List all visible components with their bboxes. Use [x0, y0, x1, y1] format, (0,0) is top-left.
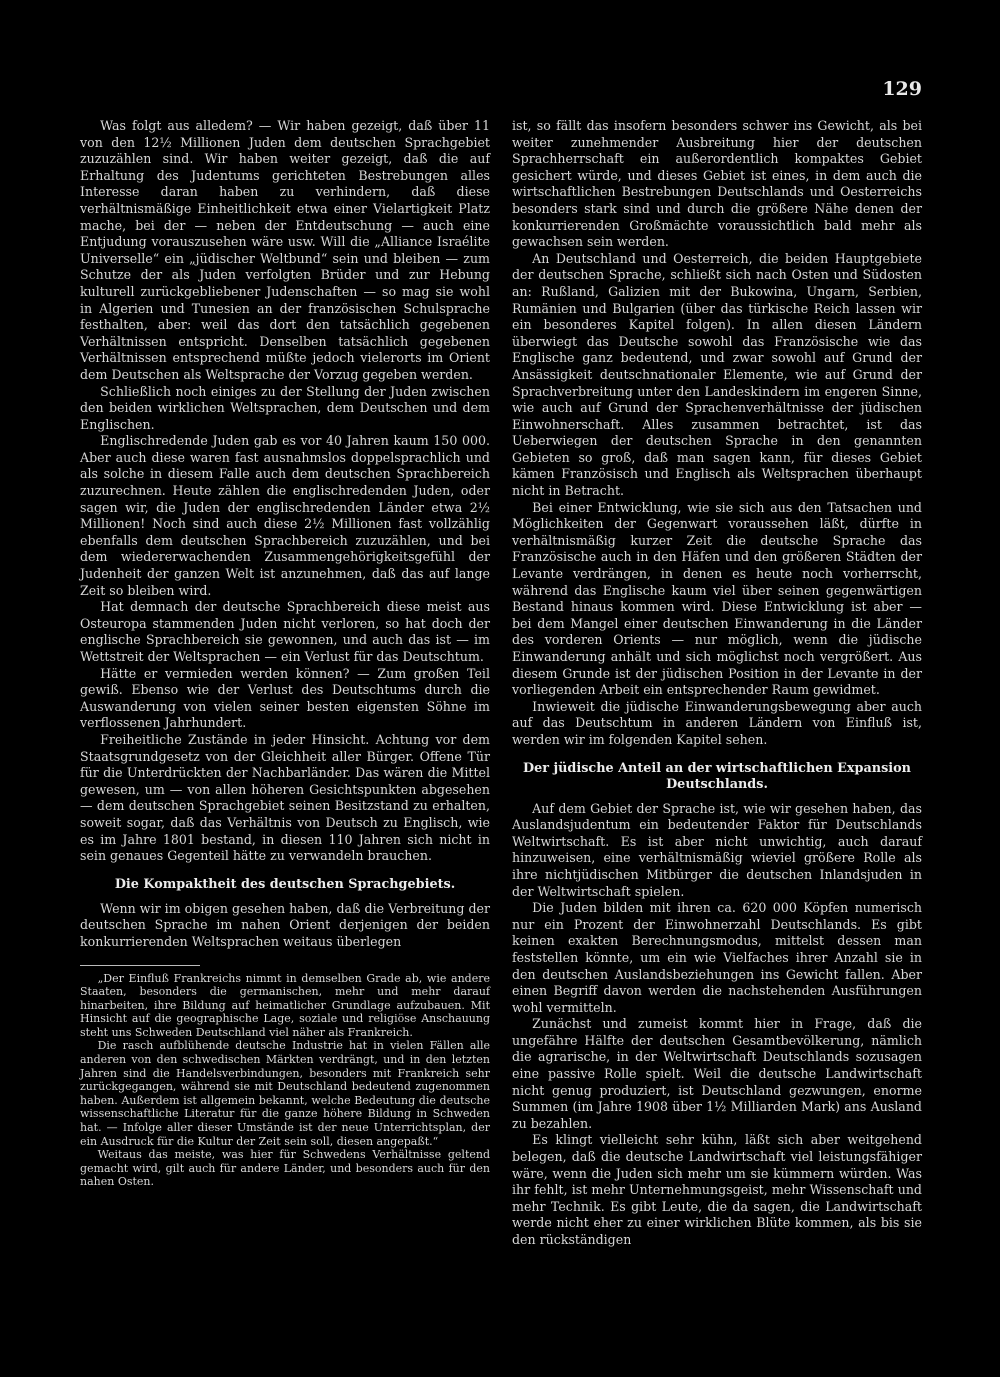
- paragraph: Schließlich noch einiges zu der Stellung der Juden zwischen den beiden wirklichen Weltsprachen, dem Deutschen und dem Englischen.: [80, 383, 490, 432]
- paragraph: Englischredende Juden gab es vor 40 Jahren kaum 150 000. Aber auch diese waren fast ausnahmslos doppelsprachlich und als solche in diesem Falle auch dem deutschen Sprachbereich zuzurechnen. Heute zählen die englischredenden Juden, oder sagen wir, die Juden der englischredenden Länder etwa 2½ Millionen! Noch sind auch diese 2½ Millionen fast vollzählig ebenfalls dem deutschen Sprachbereich zuzuzählen, und bei dem wiedererwachenden Zusammengehörigkeitsgefühl der Judenheit der ganzen Welt ist anzunehmen, daß das auf lange Zeit so bleiben wird.: [80, 433, 490, 598]
- section-heading: Die Kompaktheit des deutschen Sprachgebiets.: [114, 876, 456, 892]
- paragraph: ist, so fällt das insofern besonders schwer ins Gewicht, als bei weiter zunehmender Ausbreitung hier der deutschen Sprachherrschaft ein außerordentlich kompaktes Gebiet gesichert würde, und dieses Gebiet ist eines, in dem auch die wirtschaftlichen Bestrebungen Deutschlands und Oesterreichs besonders stark sind und durch die größere Nähe denen der konkurrierenden Großmächte voraussichtlich bald mehr als gewachsen sein werden.: [512, 118, 922, 250]
- page-number: 129: [882, 78, 922, 100]
- paragraph: Hat demnach der deutsche Sprachbereich diese meist aus Osteuropa stammenden Juden nicht verloren, so hat doch der englische Sprachbereich sie gewonnen, und auch das ist — im Wettstreit der Weltsprachen — ein Verlust für das Deutschtum.: [80, 599, 490, 664]
- paragraph: Was folgt aus alledem? — Wir haben gezeigt, daß über 11 von den 12½ Millionen Juden dem deutschen Sprachgebiet zuzuzählen sind. Wir haben weiter gezeigt, daß die auf Erhaltung des Judentums gerichteten Bestrebungen alles Interesse daran haben zu verhindern, daß diese verhältnismäßige Einheitlichkeit etwa einer Vielartigkeit Platz mache, bei der — neben der Entdeutschung — auch eine Entjudung vorauszusehen wäre usw. Will die „Alliance Israélite Universelle“ ein „jüdischer Weltbund“ sein und bleiben — zum Schutze der als Juden verfolgten Brüder und zur Hebung kulturell zurückgebliebener Judenschaften — so mag sie wohl in Algerien und Tunesien an der französischen Schulsprache festhalten, aber: weil das dort den tatsächlich gegebenen Verhältnissen entspricht. Denselben tatsächlich gegebenen Verhältnissen entsprechend müßte jedoch vielerorts im Orient dem Deutschen als Weltsprache der Vorzug gegeben werden.: [80, 118, 490, 382]
- paragraph: Bei einer Entwicklung, wie sie sich aus den Tatsachen und Möglichkeiten der Gegenwart voraussehen läßt, dürfte in verhältnismäßig kurzer Zeit die deutsche Sprache das Französische auch in den Häfen und den größeren Städten der Levante verdrängen, in denen es heute noch vorherrscht, während das Englische kaum viel über seinen gegenwärtigen Bestand hinaus kommen wird. Diese Entwicklung ist aber — bei dem Mangel einer deutschen Einwanderung in die Länder des vorderen Orients — nur möglich, wenn die jüdische Einwanderung anhält und sich möglichst noch vergrößert. Aus diesem Grunde ist der jüdischen Position in der Levante in der vorliegenden Arbeit ein entsprechender Raum gewidmet.: [512, 499, 922, 698]
- footnote-text: „Der Einfluß Frankreichs nimmt in demselben Grade ab, wie andere Staaten, besonders die germanischen, mehr und mehr darauf hinarbeiten, ihre Bildung auf heimatlicher Grundlage aufzubauen. Mit Hinsicht auf die geographische Lage, soziale und religiöse Anschauung steht uns Schweden Deutschland viel näher als Frankreich.: [80, 971, 490, 1039]
- footnote-text: Die rasch aufblühende deutsche Industrie hat in vielen Fällen alle anderen von den schwedischen Märkten verdrängt, und in den letzten Jahren sind die Handelsverbindungen, besonders mit Frankreich sehr zurückgegangen, während sie mit Deutschland bedeutend zugenommen haben. Außerdem ist allgemein bekannt, welche Bedeutung die deutsche wissenschaftliche Literatur für die ganze höhere Bildung in Schweden hat. — Infolge aller dieser Umstände ist der neue Unterrichtsplan, der ein Ausdruck für die Kultur der Zeit sein soll, diesen angepaßt.“: [80, 1039, 490, 1148]
- footnote-text: Weitaus das meiste, was hier für Schwedens Verhältnisse geltend gemacht wird, gilt auch für andere Länder, und besonders auch für den nahen Osten.: [80, 1148, 490, 1189]
- paragraph: Die Juden bilden mit ihren ca. 620 000 Köpfen numerisch nur ein Prozent der Einwohnerzahl Deutschlands. Es gibt keinen exakten Berechnungsmodus, mittelst dessen man feststellen könnte, um ein wie Vielfaches ihrer Anzahl sie in den deutschen Auslandsbeziehungen ins Gewicht fallen. Aber einen Begriff davon werden die nachstehenden Ausführungen wohl vermitteln.: [512, 900, 922, 1015]
- paragraph: Wenn wir im obigen gesehen haben, daß die Verbreitung der deutschen Sprache im nahen Orient derjenigen der beiden konkurrierenden Weltsprachen weitaus überlegen: [80, 900, 490, 949]
- paragraph: Hätte er vermieden werden können? — Zum großen Teil gewiß. Ebenso wie der Verlust des Deutschtums durch die Auswanderung von vielen seiner besten eigensten Söhne im verflossenen Jahrhundert.: [80, 665, 490, 731]
- paragraph: Zunächst und zumeist kommt hier in Frage, daß die ungefähre Hälfte der deutschen Gesamtbevölkerung, nämlich die agrarische, in der Weltwirtschaft Deutschlands sozusagen eine passive Rolle spielt. Weil die deutsche Landwirtschaft nicht genug produziert, ist Deutschland gezwungen, enorme Summen (im Jahre 1908 über 1½ Milliarden Mark) ans Ausland zu bezahlen.: [512, 1016, 922, 1131]
- paragraph: Inwieweit die jüdische Einwanderungsbewegung aber auch auf das Deutschtum in anderen Ländern von Einfluß ist, werden wir im folgenden Kapitel sehen.: [512, 698, 922, 747]
- paragraph: Freiheitliche Zustände in jeder Hinsicht. Achtung vor dem Staatsgrundgesetz von der Gleichheit aller Bürger. Offene Tür für die Unterdrückten der Nachbarländer. Das wären die Mittel gewesen, um — von allen höheren Gesichtspunkten abgesehen — dem deutschen Sprachgebiet seinen Besitzstand zu erhalten, soweit sogar, daß das Verhältnis von Deutsch zu Englisch, wie es im Jahre 1801 bestand, in diesen 110 Jahren sich nicht in sein genaues Gegenteil hätte zu verwandeln brauchen.: [80, 731, 490, 864]
- paragraph: An Deutschland und Oesterreich, die beiden Hauptgebiete der deutschen Sprache, schließt sich nach Osten und Südosten an: Rußland, Galizien mit der Bukowina, Ungarn, Serbien, Rumänien und Bulgarien (über das türkische Reich lassen wir ein besonderes Kapitel folgen). In allen diesen Ländern überwiegt das Deutsche sowohl das Französische wie das Englische ganz bedeutend, und zwar sowohl auf Grund der Ansässigkeit deutschnationaler Elemente, wie auf Grund der Sprachverbreitung unter den Landeskindern im engeren Sinne, wie auch auf Grund der Sprachenverhältnisse der jüdischen Einwohnerschaft. Alles zusammen betrachtet, ist das Ueberwiegen der deutschen Sprache in den genannten Gebieten so groß, daß man sagen kann, für dieses Gebiet kämen Französisch und Englisch als Weltsprachen überhaupt nicht in Betracht.: [512, 250, 922, 499]
- footnotes: [80, 972, 490, 1190]
- footnote-divider: [80, 965, 200, 966]
- right-column: [512, 118, 922, 1249]
- left-column: [80, 118, 490, 1189]
- paragraph: Auf dem Gebiet der Sprache ist, wie wir gesehen haben, das Auslandsjudentum ein bedeutender Faktor für Deutschlands Weltwirtschaft. Es ist aber nicht unwichtig, auch darauf hinzuweisen, eine verhältnismäßig wieviel größere Rolle als ihre nichtjüdischen Mitbürger die deutschen Inlandsjuden in der Weltwirtschaft spielen.: [512, 800, 922, 899]
- section-heading: Der jüdische Anteil an der wirtschaftlichen Expansion Deutschlands.: [523, 760, 911, 792]
- paragraph: Es klingt vielleicht sehr kühn, läßt sich aber weitgehend belegen, daß die deutsche Landwirtschaft viel leistungsfähiger wäre, wenn die Juden sich mehr um sie kümmern würden. Was ihr fehlt, ist mehr Unternehmungsgeist, mehr Wissenschaft und mehr Technik. Es gibt Leute, die da sagen, die Landwirtschaft werde nicht eher zu einer wirklichen Blüte kommen, als bis sie den rückständigen: [512, 1132, 922, 1247]
